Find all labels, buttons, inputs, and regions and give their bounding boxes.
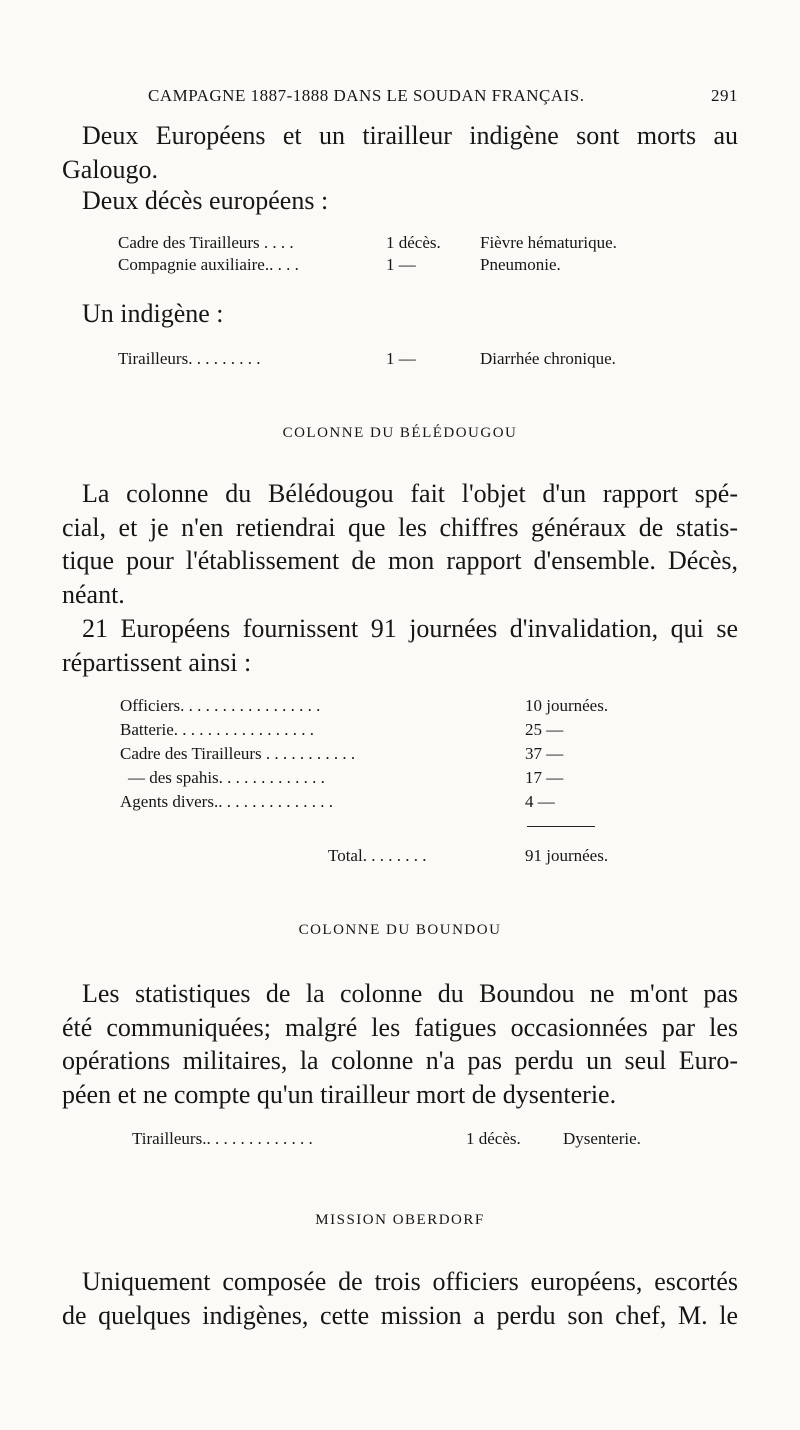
- death-count: 1 —: [386, 255, 416, 274]
- text-line: cial, et je n'en retiendrai que les chiffres généraux de statis-: [62, 512, 738, 542]
- text-line: de quelques indigènes, cette mission a perdu son chef, M. le: [62, 1300, 738, 1330]
- total-value: 91 journées.: [525, 846, 609, 865]
- invalidation-label: Cadre des Tirailleurs . . . . . . . . . . .: [120, 744, 356, 763]
- text-line: néant.: [62, 579, 125, 609]
- section-heading: COLONNE DU BÉLÉDOUGOU: [282, 425, 518, 441]
- text-line: 21 Européens fournissent 91 journées d'invalidation, qui se: [82, 614, 738, 643]
- death-count: 1 —: [386, 349, 416, 368]
- invalidation-days: 17 —: [525, 768, 564, 787]
- european-deaths-label: Deux décès européens :: [82, 186, 329, 215]
- text-line: Deux Européens et un tirailleur indigène sont morts au: [82, 121, 738, 150]
- running-head-title: CAMPAGNE 1887-1888 DANS LE SOUDAN FRANÇAIS.: [148, 86, 585, 105]
- invalidation-days: 37 —: [525, 744, 564, 763]
- sum-rule: [527, 826, 595, 827]
- invalidation-label: — des spahis. . . . . . . . . . . . .: [128, 768, 325, 787]
- beledougou-paragraph-1: [62, 477, 738, 611]
- text-line: tique pour l'établissement de mon rapport d'ensemble. Décès,: [62, 546, 738, 575]
- death-unit: Tirailleurs. . . . . . . . .: [118, 349, 261, 368]
- death-cause: Fièvre hématurique.: [480, 233, 617, 252]
- oberdorf-paragraph: [62, 1265, 738, 1332]
- text-line: péen et ne compte qu'un tirailleur mort de dysenterie.: [62, 1079, 617, 1109]
- death-unit: Compagnie auxiliaire.. . . .: [118, 255, 299, 274]
- boundou-paragraph: [62, 977, 738, 1111]
- beledougou-paragraph-2: [62, 612, 738, 679]
- invalidation-days: 10 journées.: [525, 696, 609, 715]
- section-heading: MISSION OBERDORF: [315, 1212, 485, 1228]
- death-count: 1 décès.: [466, 1129, 521, 1148]
- invalidation-label: Batterie. . . . . . . . . . . . . . . . .: [120, 720, 315, 739]
- invalidation-label: Officiers. . . . . . . . . . . . . . . . .: [120, 696, 321, 715]
- death-unit: Cadre des Tirailleurs . . . .: [118, 233, 294, 252]
- text-line: opérations militaires, la colonne n'a pas perdu un seul Euro-: [62, 1046, 738, 1075]
- running-head: [148, 86, 738, 110]
- section-heading: COLONNE DU BOUNDOU: [298, 922, 502, 938]
- text-line: Les statistiques de la colonne du Boundou ne m'ont pas: [82, 979, 738, 1008]
- indigenous-deaths-label: Un indigène :: [82, 299, 224, 328]
- death-cause: Pneumonie.: [480, 255, 561, 274]
- text-line: La colonne du Bélédougou fait l'objet d'un rapport spé-: [82, 479, 738, 508]
- intro-paragraph: [62, 119, 738, 186]
- death-cause: Diarrhée chronique.: [480, 349, 616, 368]
- death-count: 1 décès.: [386, 233, 441, 252]
- death-unit: Tirailleurs.. . . . . . . . . . . . .: [132, 1129, 313, 1148]
- invalidation-label: Agents divers.. . . . . . . . . . . . . .: [120, 792, 333, 811]
- page-number: 291: [711, 86, 738, 105]
- invalidation-days: 4 —: [525, 792, 555, 811]
- text-line: Uniquement composée de trois officiers européens, escortés: [82, 1267, 738, 1296]
- text-line: été communiquées; malgré les fatigues occasionnées par les: [62, 1012, 738, 1042]
- text-line: Galougo.: [62, 154, 159, 184]
- invalidation-days: 25 —: [525, 720, 564, 739]
- text-line: répartissent ainsi :: [62, 647, 252, 677]
- death-cause: Dysenterie.: [563, 1129, 641, 1148]
- total-label: Total. . . . . . . .: [328, 846, 427, 865]
